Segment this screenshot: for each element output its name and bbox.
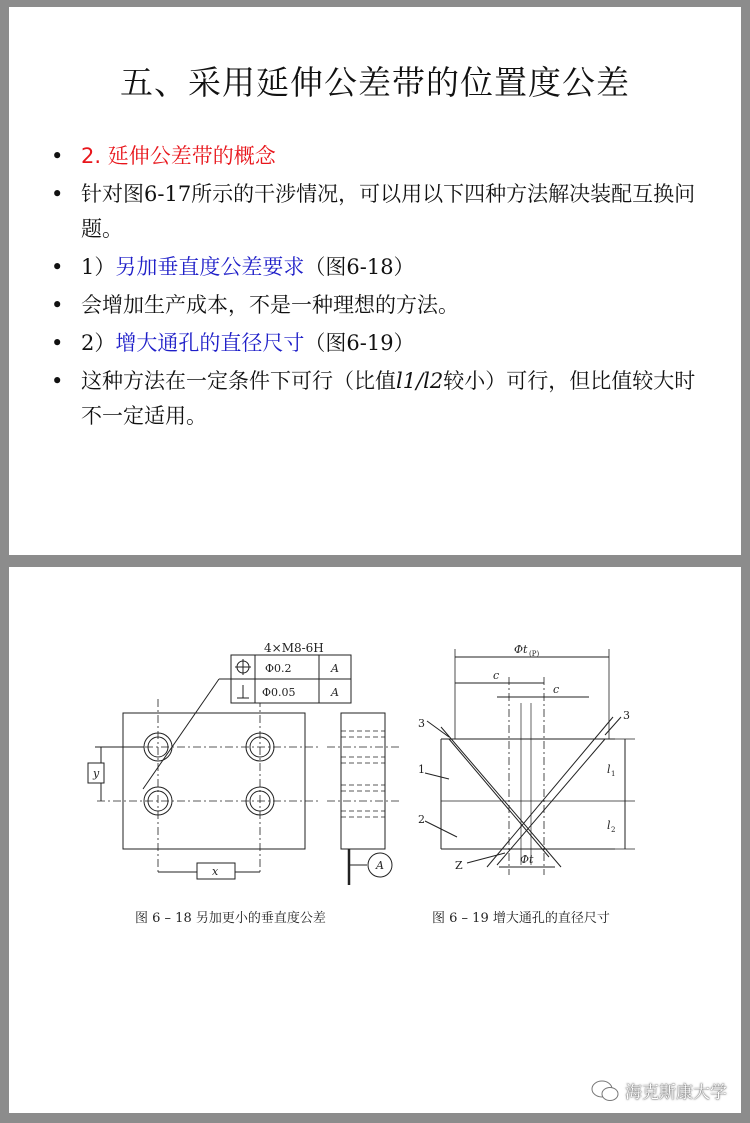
wechat-icon <box>591 1079 619 1103</box>
figure-6-19 <box>425 649 635 875</box>
dim-top-label: Φt <box>514 643 528 656</box>
bullet-concept-number: 2. <box>81 144 108 168</box>
figure-6-18 <box>88 655 401 885</box>
bullet-method2-note <box>51 364 711 434</box>
dim-y-label: y <box>93 767 100 780</box>
caption-fig-6-19: 图 6 – 19 增大通孔的直径尺寸 <box>432 911 610 926</box>
bullet-method2-ref: （图6-19） <box>304 331 415 355</box>
center-lines <box>97 699 319 872</box>
frame-row2-datum: A <box>331 686 339 699</box>
bullet-method2-note-part1: 这种方法在一定条件下可行（比值 <box>81 369 396 393</box>
caption-fig-6-18: 图 6 – 18 另加更小的垂直度公差 <box>135 911 326 926</box>
pin-axis-left <box>441 727 561 867</box>
bullet-method2-num: 2） <box>81 331 116 355</box>
label-3-left: 3 <box>418 717 425 730</box>
dim-top-sub: (P) <box>529 650 540 658</box>
bullet-method1-ref: （图6-18） <box>304 255 415 279</box>
watermark-text: 海克斯康大学 <box>625 1083 727 1103</box>
bullet-list <box>51 139 711 437</box>
slide-title: 五、采用延伸公差带的位置度公差 <box>120 63 630 102</box>
thread-label: 4×M8-6H <box>264 641 324 655</box>
bullet-method1-text: 另加垂直度公差要求 <box>115 255 305 279</box>
bullet-method1 <box>51 250 711 285</box>
figures-canvas <box>9 567 741 1113</box>
dim-l2-sub: 2 <box>611 826 616 834</box>
dim-l1-sub: 1 <box>611 770 616 778</box>
slide-bottom <box>9 567 741 1113</box>
leader-line <box>143 679 219 789</box>
plate-side-view <box>327 713 401 849</box>
label-1: 1 <box>418 763 425 776</box>
bullet-intro <box>51 177 711 247</box>
plate-front-view <box>123 713 305 849</box>
datum-a-label: A <box>376 859 384 872</box>
watermark <box>591 1078 727 1103</box>
dim-l2-label: l <box>607 819 611 832</box>
dim-l1-label: l <box>607 763 611 776</box>
frame-row1-tolerance: Φ0.2 <box>265 662 292 675</box>
bullet-concept <box>51 139 711 174</box>
label-2: 2 <box>418 813 425 826</box>
bullet-method1-note-text: 会增加生产成本，不是一种理想的方法。 <box>81 293 459 317</box>
label-3-right: 3 <box>623 709 630 722</box>
label-z: Z <box>455 859 463 872</box>
dim-c1-label: c <box>493 669 500 682</box>
dim-x-label: x <box>212 865 219 878</box>
dim-c2-label: c <box>553 683 560 696</box>
bullet-method2-text: 增大通孔的直径尺寸 <box>115 331 305 355</box>
dim-bottom-label: Φt <box>520 853 534 866</box>
bullet-method2-note-formula: l1/l2 <box>396 369 444 393</box>
bullet-intro-text: 针对图6-17所示的干涉情况，可以用以下四种方法解决装配互换问题。 <box>81 182 696 241</box>
bullet-method2 <box>51 326 711 361</box>
frame-row2-tolerance: Φ0.05 <box>262 686 296 699</box>
datum-a-symbol <box>349 849 392 885</box>
bullet-method1-note <box>51 288 711 323</box>
slide-top <box>9 7 741 555</box>
bullet-method2-note-part2: 较小）可行，但比值较大时不一定适用。 <box>81 369 696 428</box>
bullet-method1-num: 1） <box>81 255 116 279</box>
bullet-concept-text: 延伸公差带的概念 <box>107 144 276 168</box>
frame-row1-datum: A <box>331 662 339 675</box>
